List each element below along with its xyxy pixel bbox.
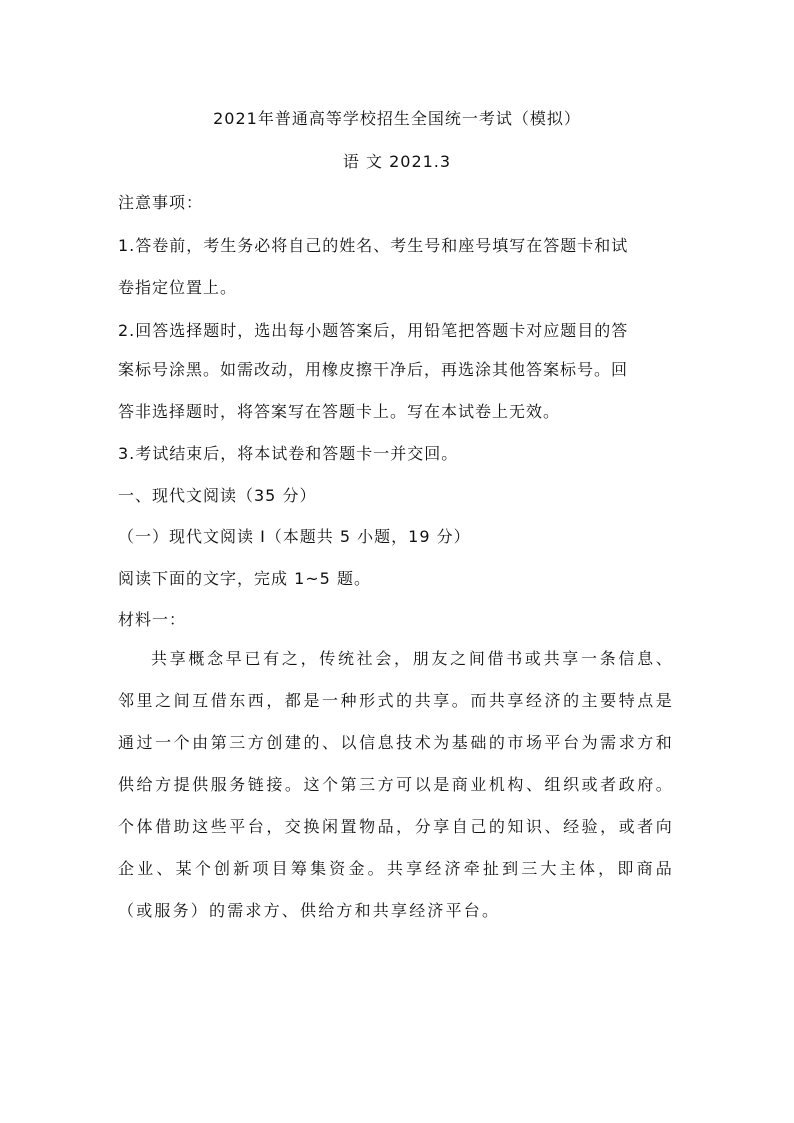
notice-line: 2.回答选择题时，选出每小题答案后，用铅笔把答题卡对应题目的答 [118,321,629,340]
section-heading: 一、现代文阅读（35 分） [118,486,317,505]
material-label: 材料一： [118,610,187,629]
notice-line: 卷指定位置上。 [118,278,238,297]
exam-title: 2021年普通高等学校招生全国统一考试（模拟） [213,109,581,128]
section-subheading: （一）现代文阅读 I（本题共 5 小题，19 分） [118,527,471,546]
reading-passage [118,638,674,932]
passage-paragraph: 共享概念早已有之，传统社会，朋友之间借书或共享一条信息、邻里之间互借东西，都是一种形式的共享。而共享经济的主要特点是通过一个由第三方创建的、以信息技术为基础的市场平台为需求方和供给方提供服务链接。这个第三方可以是商业机构、组织或者政府。个体借助这些平台，交换闲置物品，分享自己的知识、经验，或者向企业、某个创新项目筹集资金。共享经济牵扯到三大主体，即商品（或服务）的需求方、供给方和共享经济平台。 [118,649,674,920]
notice-heading: 注意事项： [118,193,204,212]
exam-subject: 语 文 2021.3 [342,152,452,171]
notice-line: 3.考试结束后，将本试卷和答题卡一并交回。 [118,444,459,463]
notice-line: 答非选择题时，将答案写在答题卡上。写在本试卷上无效。 [118,402,561,421]
notice-line: 1.答卷前，考生务必将自己的姓名、考生号和座号填写在答题卡和试 [118,236,629,255]
notice-line: 案标号涂黑。如需改动，用橡皮擦干净后，再选涂其他答案标号。回 [118,360,629,379]
instruction-text: 阅读下面的文字，完成 1~5 题。 [118,569,371,588]
